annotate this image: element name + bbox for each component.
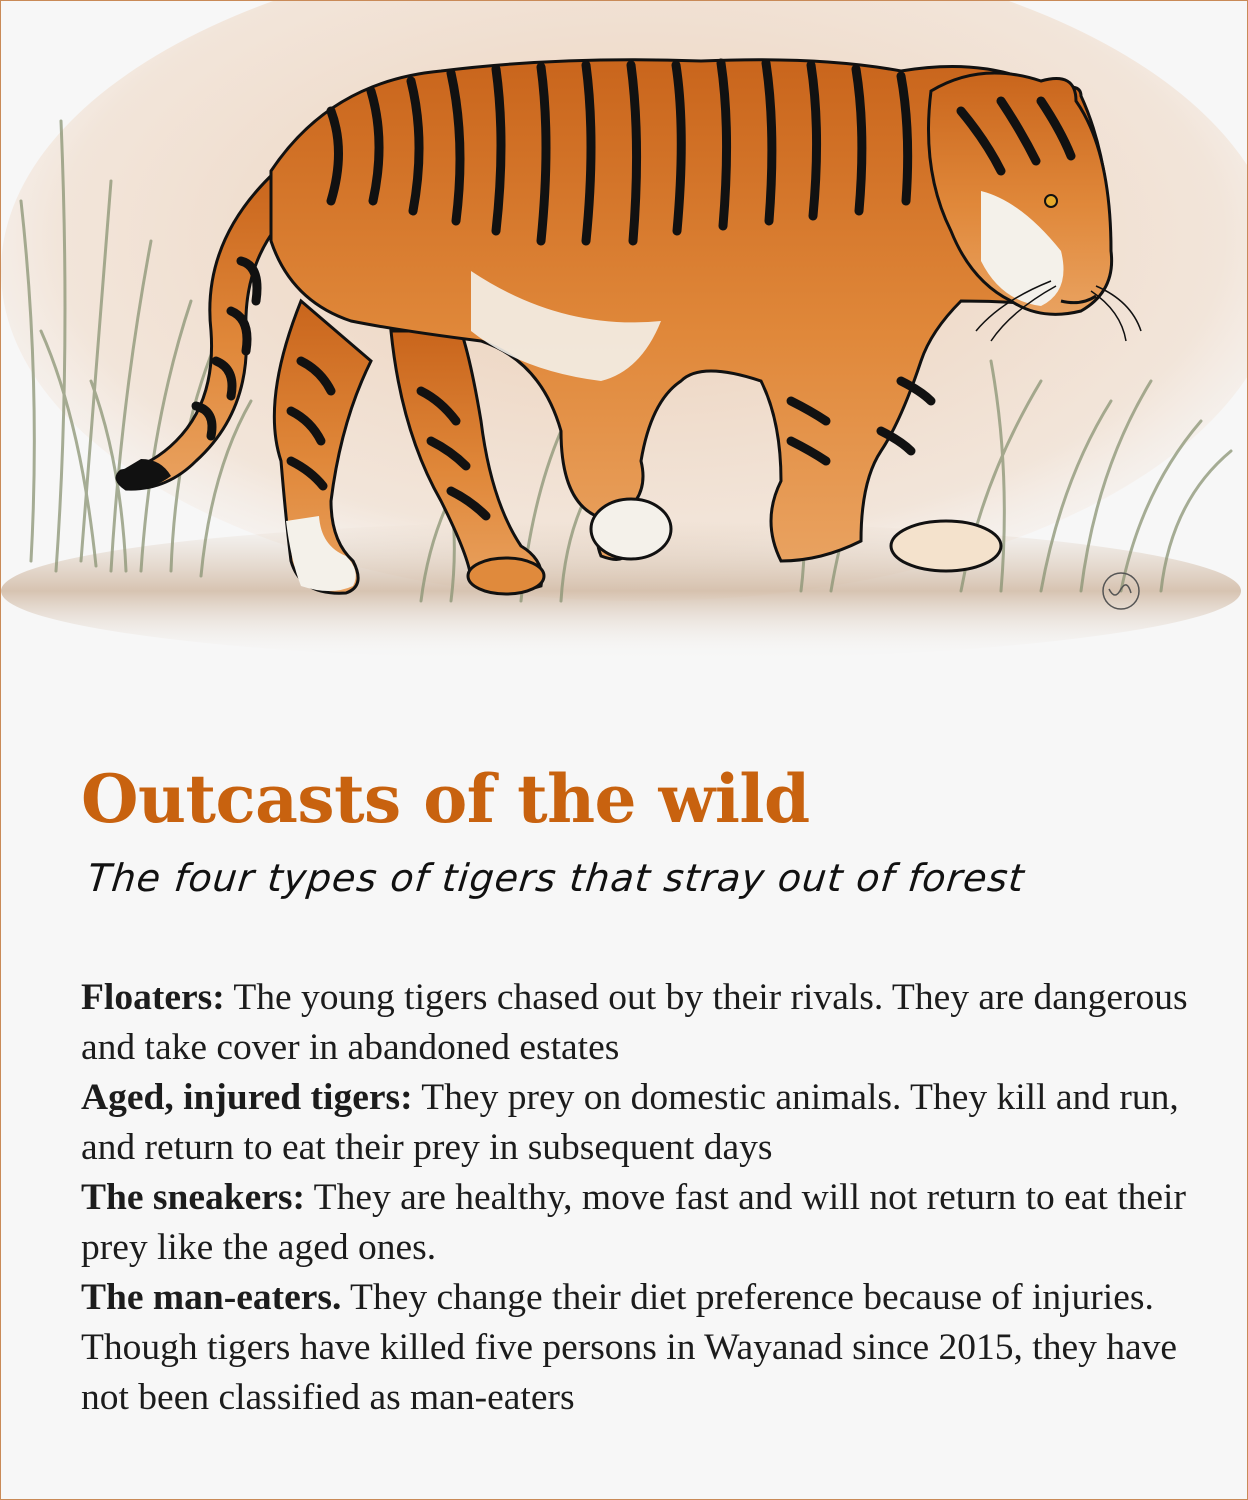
list-item-floaters	[81, 973, 1211, 1073]
list-item-description: They are healthy, move fast and will not return to eat their prey like the aged ones.	[81, 1177, 1186, 1268]
page-subtitle: The four types of tigers that stray out of forest	[85, 856, 1027, 900]
list-item-description: They prey on domestic animals. They kill and run, and return to eat their prey in subsequent days	[81, 1077, 1179, 1168]
tiger-illustration	[1, 1, 1247, 661]
list-item-term: Aged, injured tigers:	[81, 1077, 413, 1118]
page-title: Outcasts of the wild	[81, 760, 810, 838]
tiger-illustration-art	[1, 1, 1247, 661]
tiger-types-list	[81, 973, 1211, 1423]
tiger-front-paw	[891, 521, 1001, 571]
list-item-man-eaters	[81, 1273, 1211, 1423]
list-item-sneakers	[81, 1173, 1211, 1273]
list-item-aged-injured	[81, 1073, 1211, 1173]
list-item-term: Floaters:	[81, 977, 225, 1018]
list-item-description: They change their diet preference because of injuries. Though tigers have killed five persons in Wayanad since 2015, they have not been classified as man-eaters	[81, 1277, 1177, 1418]
list-item-term: The sneakers:	[81, 1177, 305, 1218]
list-item-description: The young tigers chased out by their rivals. They are dangerous and take cover in abandoned estates	[81, 977, 1188, 1068]
list-item-term: The man-eaters.	[81, 1277, 342, 1318]
tiger-eye	[1045, 195, 1057, 207]
tiger-front-paw	[591, 499, 671, 559]
